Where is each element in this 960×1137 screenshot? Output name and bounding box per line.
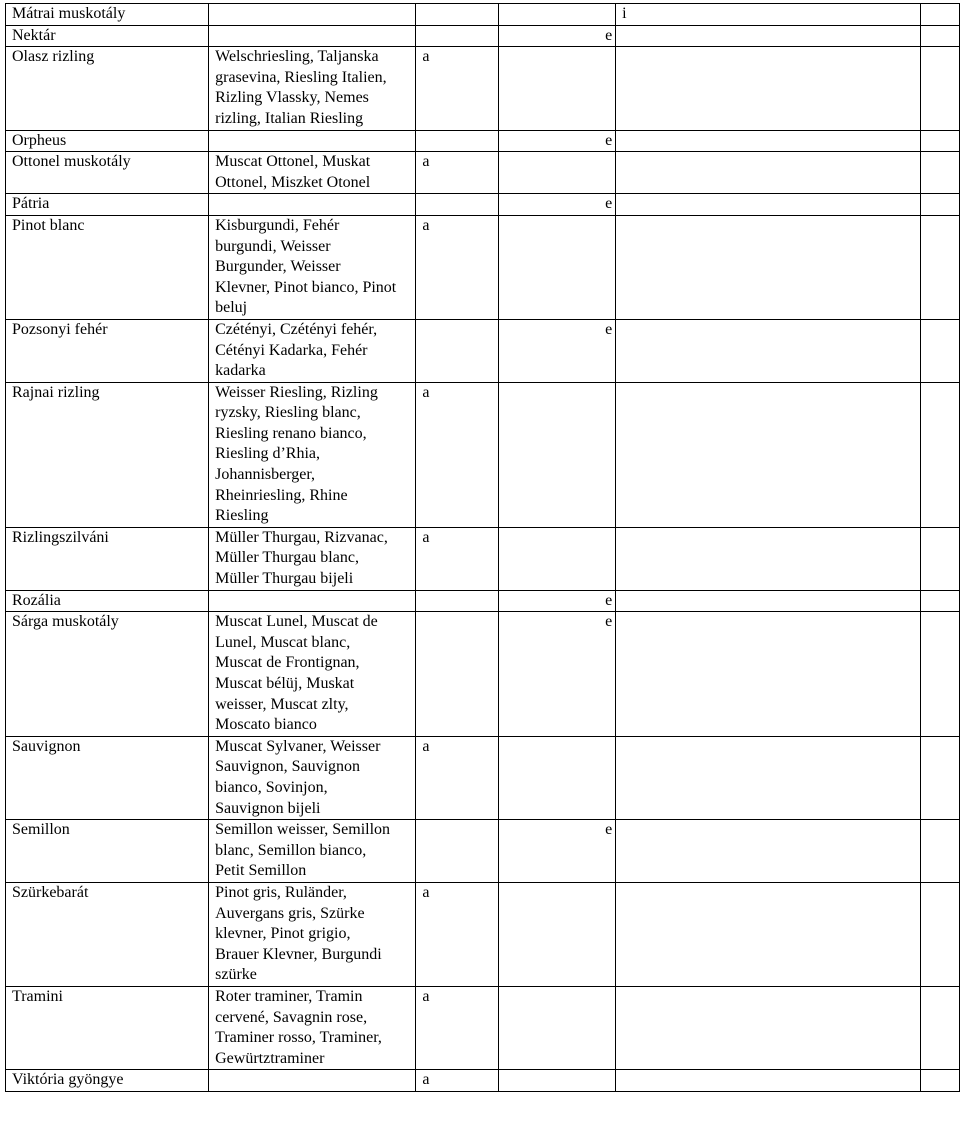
- column-e-cell: [499, 820, 616, 883]
- variety-name-cell: [6, 527, 209, 590]
- synonyms-cell: [209, 47, 416, 130]
- table-row: [6, 590, 960, 612]
- column-i-cell: [616, 882, 920, 986]
- column-a-cell-text: a: [422, 383, 430, 401]
- column-e-cell: [499, 590, 616, 612]
- variety-name-cell-text: Sauvignon: [12, 737, 81, 755]
- column-e-cell-text: e: [605, 320, 613, 338]
- synonyms-cell: [209, 590, 416, 612]
- column-a-cell: [416, 319, 499, 382]
- column-a-cell-text: a: [422, 216, 430, 234]
- variety-name-cell-text: Semillon: [12, 821, 70, 839]
- column-e-cell-text: e: [605, 131, 613, 149]
- variety-name-cell: [6, 1070, 209, 1092]
- synonyms-cell: [209, 736, 416, 819]
- column-e-cell: [499, 612, 616, 737]
- synonyms-cell: [209, 152, 416, 194]
- trailing-cell: [920, 130, 959, 152]
- synonyms-cell: [209, 882, 416, 986]
- synonyms-cell-text: Kisburgundi, Fehér burgundi, Weisser Burgunder, Weisser Klevner, Pinot bianco, Pinot beluj: [215, 216, 397, 317]
- variety-name-cell: [6, 152, 209, 194]
- column-i-cell: [616, 1070, 920, 1092]
- synonyms-cell: [209, 1070, 416, 1092]
- column-a-cell: [416, 612, 499, 737]
- variety-name-cell: [6, 820, 209, 883]
- column-a-cell: [416, 527, 499, 590]
- variety-name-cell-text: Sárga muskotály: [12, 613, 119, 631]
- trailing-cell: [920, 194, 959, 216]
- column-i-cell: [616, 590, 920, 612]
- synonyms-cell: [209, 25, 416, 47]
- column-i-cell: [616, 25, 920, 47]
- synonyms-cell: [209, 319, 416, 382]
- column-e-cell: [499, 215, 616, 319]
- trailing-cell: [920, 882, 959, 986]
- variety-name-cell-text: Pinot blanc: [12, 216, 85, 234]
- column-a-cell: [416, 820, 499, 883]
- variety-name-cell-text: Rizlingszilváni: [12, 528, 109, 546]
- column-a-cell: [416, 130, 499, 152]
- synonyms-cell-text: Muscat Sylvaner, Weisser Sauvignon, Sauvignon bianco, Sovinjon, Sauvignon bijeli: [215, 737, 381, 817]
- column-e-cell: [499, 25, 616, 47]
- column-a-cell: [416, 194, 499, 216]
- column-i-cell: [616, 736, 920, 819]
- column-i-cell: [616, 4, 920, 26]
- column-e-cell-text: e: [605, 591, 613, 609]
- table-row: [6, 4, 960, 26]
- synonyms-cell-text: Muscat Ottonel, Muskat Ottonel, Miszket Otonel: [215, 153, 371, 191]
- trailing-cell: [920, 382, 959, 527]
- trailing-cell: [920, 527, 959, 590]
- trailing-cell: [920, 25, 959, 47]
- variety-name-cell: [6, 986, 209, 1069]
- synonyms-cell-text: Weisser Riesling, Rizling ryzsky, Riesling blanc, Riesling renano bianco, Riesling d’Rhia, Johannisberger, Rheinriesling, Rhine Riesling: [215, 383, 378, 525]
- trailing-cell: [920, 986, 959, 1069]
- column-i-cell: [616, 130, 920, 152]
- synonyms-cell: [209, 612, 416, 737]
- variety-name-cell: [6, 612, 209, 737]
- column-a-cell-text: a: [422, 153, 430, 171]
- table-row: [6, 527, 960, 590]
- variety-name-cell-text: Olasz rizling: [12, 48, 95, 66]
- table-row: [6, 882, 960, 986]
- synonyms-cell: [209, 382, 416, 527]
- variety-name-cell: [6, 194, 209, 216]
- synonyms-cell-text: Welschriesling, Taljanska grasevina, Riesling Italien, Rizling Vlassky, Nemes rizling, Italian Riesling: [215, 48, 387, 127]
- column-e-cell: [499, 527, 616, 590]
- variety-name-cell: [6, 319, 209, 382]
- synonyms-cell: [209, 820, 416, 883]
- synonyms-cell-text: Müller Thurgau, Rizvanac, Müller Thurgau blanc, Müller Thurgau bijeli: [215, 528, 388, 588]
- column-a-cell: [416, 215, 499, 319]
- column-i-cell: [616, 527, 920, 590]
- variety-name-cell-text: Orpheus: [12, 131, 67, 149]
- trailing-cell: [920, 319, 959, 382]
- column-e-cell-text: e: [605, 195, 613, 213]
- column-i-cell: [616, 986, 920, 1069]
- table-row: [6, 612, 960, 737]
- table-row: [6, 215, 960, 319]
- synonyms-cell-text: Pinot gris, Ruländer, Auvergans gris, Szürke klevner, Pinot grigio, Brauer Klevner, Burgundi szürke: [215, 883, 382, 984]
- column-i-cell: [616, 47, 920, 130]
- variety-name-cell-text: Szürkebarát: [12, 883, 89, 901]
- table-row: [6, 1070, 960, 1092]
- column-a-cell: [416, 382, 499, 527]
- column-a-cell: [416, 47, 499, 130]
- grape-variety-table: [5, 3, 960, 1092]
- variety-name-cell: [6, 882, 209, 986]
- trailing-cell: [920, 215, 959, 319]
- table-row: [6, 319, 960, 382]
- column-i-cell: [616, 215, 920, 319]
- variety-name-cell-text: Rozália: [12, 591, 61, 609]
- column-a-cell: [416, 25, 499, 47]
- table-row: [6, 820, 960, 883]
- synonyms-cell: [209, 130, 416, 152]
- column-i-cell: [616, 319, 920, 382]
- variety-name-cell: [6, 590, 209, 612]
- trailing-cell: [920, 47, 959, 130]
- variety-name-cell-text: Viktória gyöngye: [12, 1071, 124, 1089]
- table-body: [6, 4, 960, 1092]
- column-e-cell: [499, 736, 616, 819]
- variety-name-cell-text: Ottonel muskotály: [12, 153, 131, 171]
- column-e-cell: [499, 152, 616, 194]
- variety-name-cell: [6, 382, 209, 527]
- column-e-cell: [499, 319, 616, 382]
- column-a-cell-text: a: [422, 737, 430, 755]
- trailing-cell: [920, 612, 959, 737]
- synonyms-cell-text: Semillon weisser, Semillon blanc, Semillon bianco, Petit Semillon: [215, 821, 391, 880]
- variety-name-cell-text: Rajnai rizling: [12, 383, 100, 401]
- trailing-cell: [920, 4, 959, 26]
- column-e-cell: [499, 382, 616, 527]
- column-e-cell: [499, 1070, 616, 1092]
- column-a-cell-text: a: [422, 987, 430, 1005]
- column-i-cell: [616, 152, 920, 194]
- column-i-cell-text: i: [622, 5, 627, 22]
- column-e-cell: [499, 986, 616, 1069]
- trailing-cell: [920, 590, 959, 612]
- column-e-cell: [499, 130, 616, 152]
- synonyms-cell: [209, 4, 416, 26]
- variety-name-cell-text: Nektár: [12, 26, 56, 44]
- column-e-cell-text: e: [605, 821, 613, 839]
- variety-name-cell-text: Pozsonyi fehér: [12, 320, 108, 338]
- column-e-cell: [499, 4, 616, 26]
- synonyms-cell: [209, 194, 416, 216]
- column-a-cell-text: a: [422, 883, 430, 901]
- variety-name-cell: [6, 130, 209, 152]
- column-a-cell-text: a: [422, 528, 430, 546]
- synonyms-cell-text: Czétényi, Czétényi fehér, Cétényi Kadarka, Fehér kadarka: [215, 320, 378, 380]
- table-row: [6, 152, 960, 194]
- synonyms-cell-text: Roter traminer, Tramin cervené, Savagnin rose, Traminer rosso, Traminer, Gewürtztraminer: [215, 987, 382, 1067]
- column-a-cell: [416, 736, 499, 819]
- trailing-cell: [920, 152, 959, 194]
- variety-name-cell: [6, 215, 209, 319]
- synonyms-cell: [209, 215, 416, 319]
- column-a-cell: [416, 4, 499, 26]
- column-i-cell: [616, 820, 920, 883]
- trailing-cell: [920, 820, 959, 883]
- table-row: [6, 130, 960, 152]
- table-row: [6, 986, 960, 1069]
- column-e-cell-text: e: [605, 613, 613, 631]
- column-a-cell: [416, 986, 499, 1069]
- column-i-cell: [616, 612, 920, 737]
- table-row: [6, 382, 960, 527]
- column-a-cell-text: a: [422, 48, 430, 66]
- column-a-cell-text: a: [422, 1071, 430, 1089]
- column-e-cell: [499, 47, 616, 130]
- table-row: [6, 194, 960, 216]
- column-a-cell: [416, 152, 499, 194]
- trailing-cell: [920, 1070, 959, 1092]
- column-a-cell: [416, 590, 499, 612]
- synonyms-cell-text: Muscat Lunel, Muscat de Lunel, Muscat blanc, Muscat de Frontignan, Muscat bélüj, Muskat weisser, Muscat zlty, Moscato bianco: [215, 613, 378, 734]
- variety-name-cell-text: Mátrai muskotály: [12, 5, 126, 22]
- column-e-cell-text: e: [605, 26, 613, 44]
- variety-name-cell-text: Tramini: [12, 987, 63, 1005]
- variety-name-cell: [6, 25, 209, 47]
- variety-name-cell: [6, 736, 209, 819]
- variety-name-cell: [6, 47, 209, 130]
- variety-name-cell-text: Pátria: [12, 195, 50, 213]
- column-a-cell: [416, 1070, 499, 1092]
- synonyms-cell: [209, 986, 416, 1069]
- column-e-cell: [499, 882, 616, 986]
- synonyms-cell: [209, 527, 416, 590]
- variety-name-cell: [6, 4, 209, 26]
- table-row: [6, 47, 960, 130]
- trailing-cell: [920, 736, 959, 819]
- column-i-cell: [616, 194, 920, 216]
- column-e-cell: [499, 194, 616, 216]
- column-a-cell: [416, 882, 499, 986]
- table-row: [6, 736, 960, 819]
- table-row: [6, 25, 960, 47]
- column-i-cell: [616, 382, 920, 527]
